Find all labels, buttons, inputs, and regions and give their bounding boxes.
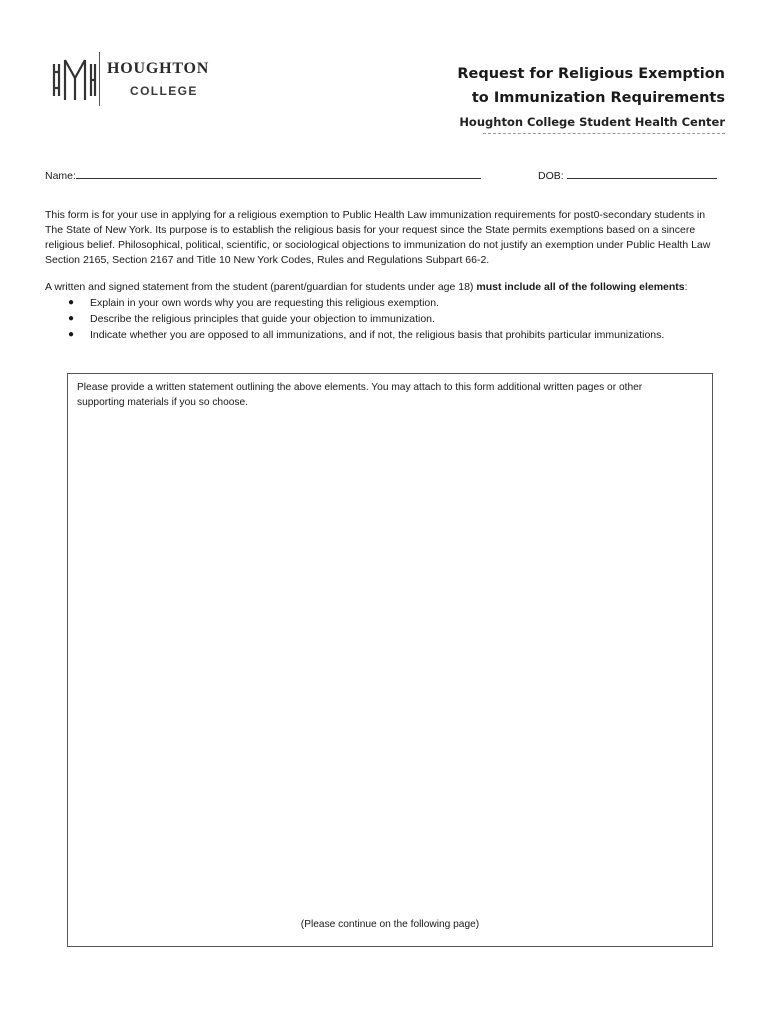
dob-input-line[interactable] <box>567 168 717 179</box>
logo-divider <box>99 52 100 106</box>
bullet-icon: ● <box>68 313 75 324</box>
title-block <box>457 62 725 131</box>
intro-paragraph: This form is for your use in applying for a religious exemption to Public Health Law immunization requirements for post0-secondary students in The State of New York. Its purpose is to establish the religious basis for your request since the State permits exemptions based on a sincere religious belief. Philosophical, political, scientific, or sociological objections to immunization do not justify an exemption under Public Health Law Section 2165, Section 2167 and Title 10 New York Codes, Rules and Regulations Subpart 66-2. <box>45 209 711 266</box>
requirements-list <box>60 295 720 343</box>
list-item-text: Describe the religious principles that guide your objection to immunization. <box>90 313 435 325</box>
dob-label: DOB: <box>538 170 564 182</box>
list-item-text: Indicate whether you are opposed to all immunizations, and if not, the religious basis that prohibits particular immunizations. <box>90 329 665 341</box>
name-input-line[interactable] <box>76 168 481 179</box>
houghton-monogram-icon <box>50 50 98 108</box>
college-logo <box>50 50 230 110</box>
title-line-1: Request for Religious Exemption <box>457 66 725 82</box>
continue-note: (Please continue on the following page) <box>300 919 480 930</box>
logo-word-college: COLLEGE <box>130 84 198 98</box>
requirements-text: A written and signed statement from the student (parent/guardian for students under age 18) <box>45 281 477 293</box>
title-line-2: to Immunization Requirements <box>471 90 725 106</box>
list-item <box>60 295 720 311</box>
requirements-emphasis: must include all of the following elements <box>476 281 685 293</box>
requirements-colon: : <box>684 281 688 293</box>
name-field-row <box>45 168 481 182</box>
title-divider <box>483 133 725 134</box>
name-label: Name: <box>45 170 76 182</box>
list-item <box>60 327 720 343</box>
subtitle: Houghton College Student Health Center <box>459 115 725 129</box>
list-item-text: Explain in your own words why you are requesting this religious exemption. <box>90 297 440 309</box>
dob-field-row <box>538 168 717 182</box>
statement-instructions: Please provide a written statement outlining the above elements. You may attach to this form additional written pages or other supporting materials if you so choose. <box>77 382 643 408</box>
requirements-paragraph <box>45 280 725 295</box>
bullet-icon: ● <box>68 329 75 340</box>
statement-box[interactable] <box>67 373 713 947</box>
logo-word-houghton: HOUGHTON <box>107 60 210 77</box>
bullet-icon: ● <box>68 297 75 308</box>
list-item <box>60 311 720 327</box>
